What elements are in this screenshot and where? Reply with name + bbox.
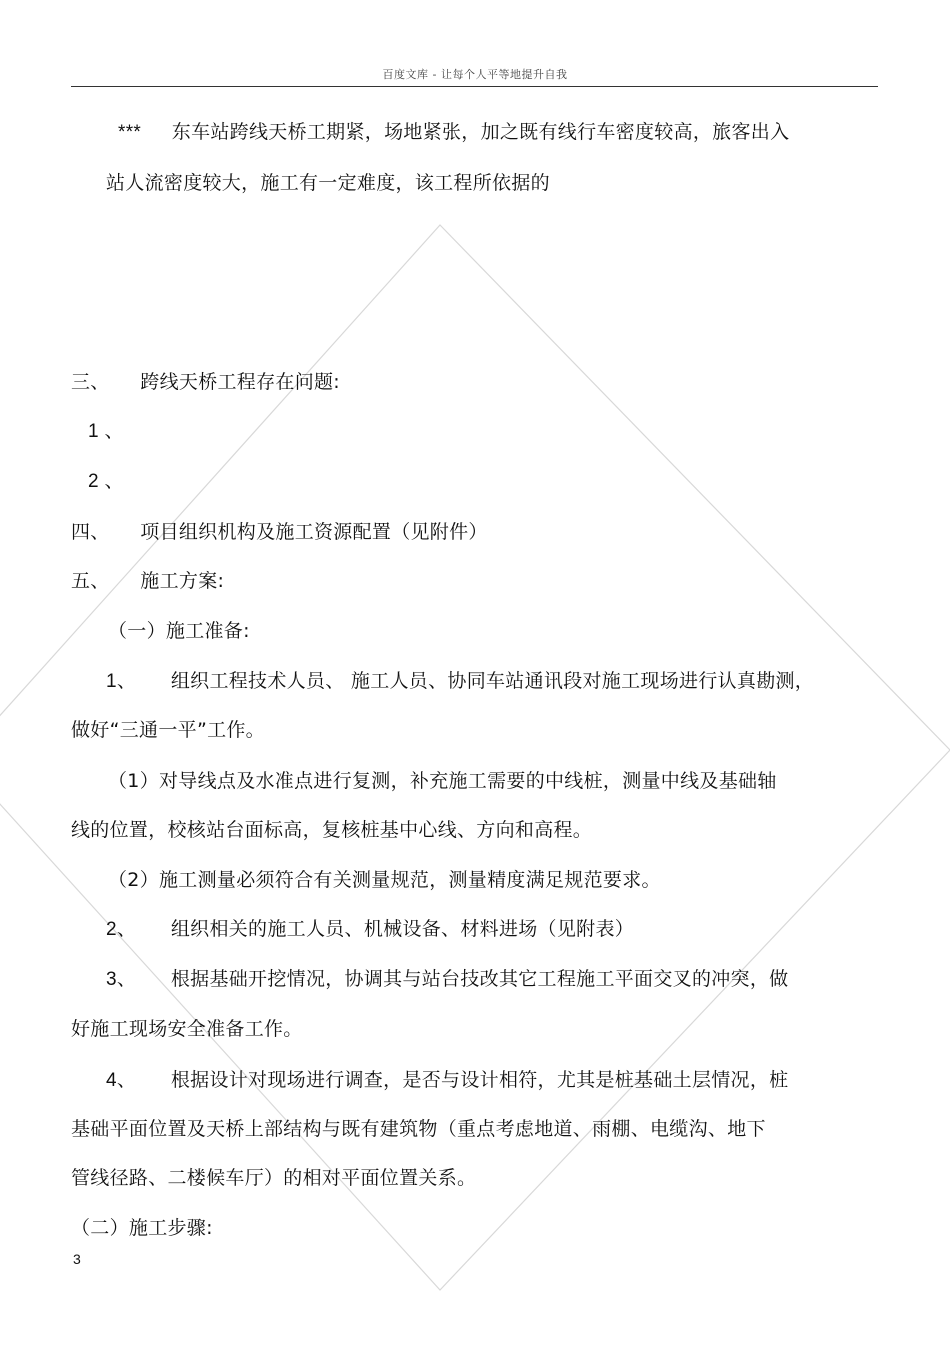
paragraph-1-line-1 — [106, 669, 814, 694]
section-4-heading — [71, 520, 488, 544]
section-4-number: 四、 — [71, 521, 110, 543]
paragraph-4-number: 4、 — [106, 1070, 137, 1091]
paragraph-3-line-2: 好施工现场安全准备工作。 — [71, 1018, 303, 1040]
paragraph-4-line-2: 基础平面位置及天桥上部结构与既有建筑物（重点考虑地道、雨棚、电缆沟、地下 — [71, 1118, 766, 1140]
paragraph-3-line-1 — [106, 967, 788, 992]
subsection-2-title: （二）施工步骤: — [71, 1217, 213, 1239]
paragraph-3-number: 3、 — [106, 969, 137, 990]
paragraph-2-number: 2、 — [106, 919, 137, 940]
section-5-heading — [71, 569, 224, 593]
intro-paragraph-line-1 — [118, 120, 789, 145]
subsection-1-title: （一）施工准备: — [108, 620, 250, 642]
intro-stars: *** — [118, 122, 142, 143]
paragraph-4-text: 根据设计对现场进行调查，是否与设计相符，尤其是桩基础土层情况，桩 — [170, 1069, 789, 1091]
section-5-number: 五、 — [71, 570, 110, 592]
paragraph-2-text: 组织相关的施工人员、机械设备、材料进场（见附表） — [170, 918, 635, 940]
section-5-title: 施工方案: — [140, 570, 225, 592]
section-3-number: 三、 — [71, 371, 110, 393]
paragraph-4-line-1 — [106, 1068, 788, 1093]
paragraph-3-text: 根据基础开挖情况，协调其与站台技改其它工程施工平面交叉的冲突，做 — [170, 968, 789, 990]
header-title: 百度文库 - 让每个人平等地提升自我 — [382, 68, 568, 81]
paragraph-1-text: 组织工程技术人员、 施工人员、协同车站通讯段对施工现场进行认真勘测， — [170, 670, 815, 692]
paragraph-1-number: 1、 — [106, 671, 137, 692]
section-3-title: 跨线天桥工程存在问题: — [140, 371, 340, 393]
paragraph-4-line-3: 管线径路、二楼候车厅）的相对平面位置关系。 — [71, 1167, 477, 1189]
paragraph-1a-line-2: 线的位置，校核站台面标高，复核桩基中心线、方向和高程。 — [71, 819, 593, 841]
section-3-item-2: 2 、 — [88, 471, 124, 492]
section-4-title: 项目组织机构及施工资源配置（见附件） — [140, 521, 488, 543]
paragraph-1b-line-1: （2）施工测量必须符合有关测量规范，测量精度满足规范要求。 — [108, 869, 661, 891]
section-3-heading — [71, 370, 340, 394]
header-rule — [71, 86, 878, 87]
paragraph-2-line-1 — [106, 917, 634, 942]
paragraph-1a-line-1: （1）对导线点及水准点进行复测，补充施工需要的中线桩，测量中线及基础轴 — [108, 770, 777, 792]
intro-paragraph-line-2: 站人流密度较大，施工有一定难度，该工程所依据的 — [106, 172, 550, 194]
section-3-item-1: 1 、 — [88, 421, 124, 442]
paragraph-1-line-2: 做好“三通一平”工作。 — [71, 719, 265, 741]
intro-text-1: 东车站跨线天桥工期紧，场地紧张，加之既有线行车密度较高，旅客出入 — [171, 121, 790, 143]
page-number: 3 — [73, 1251, 81, 1267]
